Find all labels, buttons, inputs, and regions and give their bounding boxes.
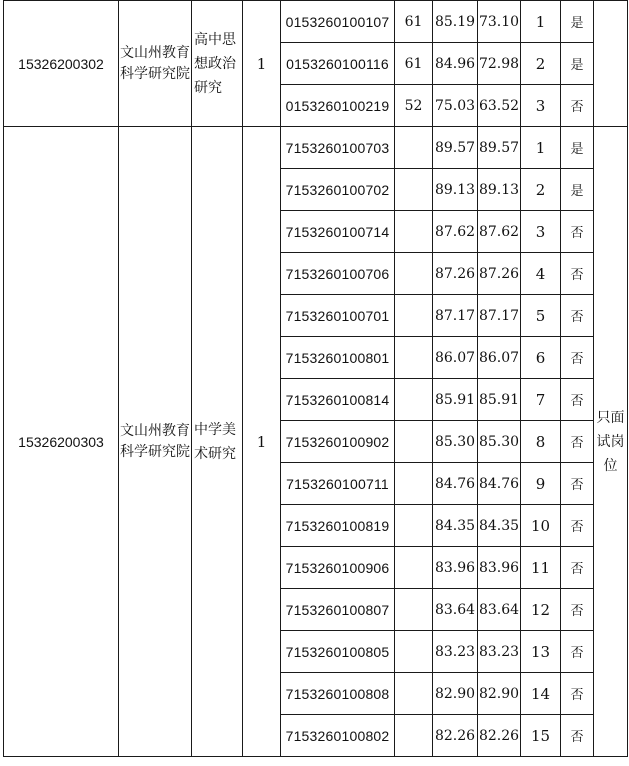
interview-score-cell: 84.35 <box>433 505 478 547</box>
written-score-cell: 61 <box>395 43 433 85</box>
results-table-body <box>4 1 628 757</box>
table-row <box>4 1 628 43</box>
interview-score-cell: 89.13 <box>433 169 478 211</box>
physical-exam-flag-cell: 否 <box>561 337 594 379</box>
candidate-id-cell: 7153260100805 <box>281 631 395 673</box>
physical-exam-flag-cell: 是 <box>561 1 594 43</box>
rank-cell: 8 <box>521 421 561 463</box>
interview-score-cell: 89.57 <box>433 127 478 169</box>
interview-score-cell: 87.17 <box>433 295 478 337</box>
results-table <box>3 0 628 757</box>
physical-exam-flag-cell: 是 <box>561 43 594 85</box>
hire-count-cell: 1 <box>243 127 281 757</box>
rank-cell: 10 <box>521 505 561 547</box>
rank-cell: 5 <box>521 295 561 337</box>
written-score-cell <box>395 337 433 379</box>
subject-cell: 高中思想政治研究 <box>192 1 243 127</box>
total-score-cell: 63.52 <box>478 85 521 127</box>
subject-cell: 中学美术研究 <box>192 127 243 757</box>
interview-score-cell: 75.03 <box>433 85 478 127</box>
candidate-id-cell: 0153260100107 <box>281 1 395 43</box>
physical-exam-flag-cell: 否 <box>561 715 594 757</box>
candidate-id-cell: 7153260100701 <box>281 295 395 337</box>
rank-cell: 2 <box>521 169 561 211</box>
rank-cell: 12 <box>521 589 561 631</box>
rank-cell: 2 <box>521 43 561 85</box>
written-score-cell <box>395 673 433 715</box>
written-score-cell <box>395 463 433 505</box>
rank-cell: 1 <box>521 127 561 169</box>
total-score-cell: 89.13 <box>478 169 521 211</box>
physical-exam-flag-cell: 否 <box>561 253 594 295</box>
total-score-cell: 83.23 <box>478 631 521 673</box>
interview-score-cell: 83.64 <box>433 589 478 631</box>
candidate-id-cell: 7153260100714 <box>281 211 395 253</box>
total-score-cell: 84.76 <box>478 463 521 505</box>
written-score-cell <box>395 253 433 295</box>
interview-score-cell: 85.30 <box>433 421 478 463</box>
physical-exam-flag-cell: 是 <box>561 127 594 169</box>
written-score-cell <box>395 379 433 421</box>
physical-exam-flag-cell: 否 <box>561 421 594 463</box>
written-score-cell <box>395 169 433 211</box>
written-score-cell: 61 <box>395 1 433 43</box>
note-cell: 只面试岗位 <box>594 127 628 757</box>
physical-exam-flag-cell: 否 <box>561 85 594 127</box>
candidate-id-cell: 7153260100801 <box>281 337 395 379</box>
physical-exam-flag-cell: 否 <box>561 673 594 715</box>
written-score-cell: 52 <box>395 85 433 127</box>
total-score-cell: 83.64 <box>478 589 521 631</box>
candidate-id-cell: 7153260100902 <box>281 421 395 463</box>
interview-score-cell: 83.96 <box>433 547 478 589</box>
rank-cell: 13 <box>521 631 561 673</box>
physical-exam-flag-cell: 否 <box>561 211 594 253</box>
rank-cell: 6 <box>521 337 561 379</box>
candidate-id-cell: 7153260100711 <box>281 463 395 505</box>
rank-cell: 9 <box>521 463 561 505</box>
rank-cell: 3 <box>521 85 561 127</box>
written-score-cell <box>395 631 433 673</box>
physical-exam-flag-cell: 是 <box>561 169 594 211</box>
department-cell: 文山州教育科学研究院 <box>119 127 192 757</box>
total-score-cell: 89.57 <box>478 127 521 169</box>
rank-cell: 14 <box>521 673 561 715</box>
written-score-cell <box>395 505 433 547</box>
interview-score-cell: 85.91 <box>433 379 478 421</box>
rank-cell: 7 <box>521 379 561 421</box>
candidate-id-cell: 7153260100703 <box>281 127 395 169</box>
table-row <box>4 127 628 169</box>
candidate-id-cell: 7153260100702 <box>281 169 395 211</box>
physical-exam-flag-cell: 否 <box>561 547 594 589</box>
total-score-cell: 83.96 <box>478 547 521 589</box>
written-score-cell <box>395 295 433 337</box>
total-score-cell: 73.10 <box>478 1 521 43</box>
physical-exam-flag-cell: 否 <box>561 463 594 505</box>
rank-cell: 4 <box>521 253 561 295</box>
post-code-cell: 15326200302 <box>4 1 119 127</box>
rank-cell: 11 <box>521 547 561 589</box>
rank-cell: 1 <box>521 1 561 43</box>
written-score-cell <box>395 127 433 169</box>
total-score-cell: 72.98 <box>478 43 521 85</box>
written-score-cell <box>395 421 433 463</box>
physical-exam-flag-cell: 否 <box>561 295 594 337</box>
total-score-cell: 87.17 <box>478 295 521 337</box>
candidate-id-cell: 7153260100808 <box>281 673 395 715</box>
candidate-id-cell: 7153260100906 <box>281 547 395 589</box>
physical-exam-flag-cell: 否 <box>561 379 594 421</box>
interview-score-cell: 84.96 <box>433 43 478 85</box>
rank-cell: 3 <box>521 211 561 253</box>
total-score-cell: 87.62 <box>478 211 521 253</box>
candidate-id-cell: 7153260100807 <box>281 589 395 631</box>
written-score-cell <box>395 547 433 589</box>
candidate-id-cell: 0153260100219 <box>281 85 395 127</box>
total-score-cell: 86.07 <box>478 337 521 379</box>
hire-count-cell: 1 <box>243 1 281 127</box>
total-score-cell: 82.90 <box>478 673 521 715</box>
total-score-cell: 85.91 <box>478 379 521 421</box>
total-score-cell: 85.30 <box>478 421 521 463</box>
post-code-cell: 15326200303 <box>4 127 119 757</box>
interview-score-cell: 84.76 <box>433 463 478 505</box>
interview-score-cell: 87.62 <box>433 211 478 253</box>
interview-score-cell: 83.23 <box>433 631 478 673</box>
note-cell <box>594 1 628 127</box>
written-score-cell <box>395 211 433 253</box>
interview-score-cell: 85.19 <box>433 1 478 43</box>
candidate-id-cell: 7153260100819 <box>281 505 395 547</box>
rank-cell: 15 <box>521 715 561 757</box>
candidate-id-cell: 0153260100116 <box>281 43 395 85</box>
interview-score-cell: 86.07 <box>433 337 478 379</box>
department-cell: 文山州教育科学研究院 <box>119 1 192 127</box>
total-score-cell: 84.35 <box>478 505 521 547</box>
total-score-cell: 82.26 <box>478 715 521 757</box>
physical-exam-flag-cell: 否 <box>561 631 594 673</box>
written-score-cell <box>395 715 433 757</box>
candidate-id-cell: 7153260100802 <box>281 715 395 757</box>
interview-score-cell: 82.26 <box>433 715 478 757</box>
total-score-cell: 87.26 <box>478 253 521 295</box>
interview-score-cell: 82.90 <box>433 673 478 715</box>
physical-exam-flag-cell: 否 <box>561 589 594 631</box>
interview-score-cell: 87.26 <box>433 253 478 295</box>
candidate-id-cell: 7153260100706 <box>281 253 395 295</box>
physical-exam-flag-cell: 否 <box>561 505 594 547</box>
written-score-cell <box>395 589 433 631</box>
candidate-id-cell: 7153260100814 <box>281 379 395 421</box>
